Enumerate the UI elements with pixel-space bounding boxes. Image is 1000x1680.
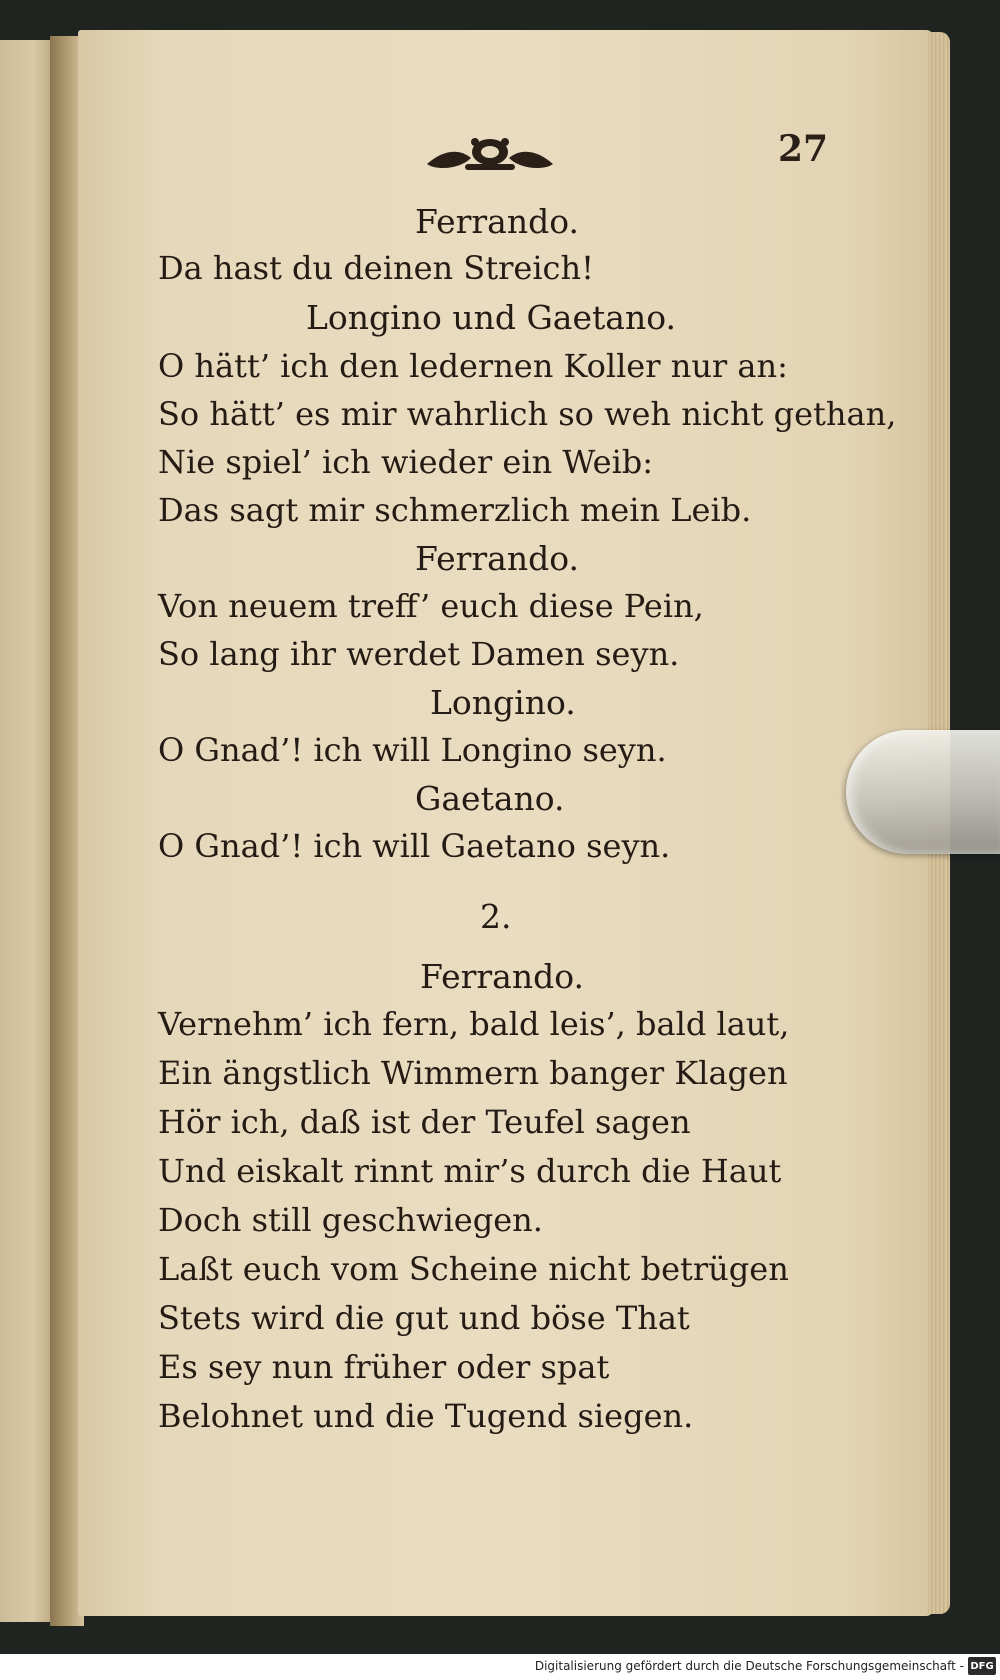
speaker-name: Longino und Gaetano. xyxy=(306,298,676,337)
verse-line: Das sagt mir schmerzlich mein Leib. xyxy=(158,491,752,529)
speaker-name: Ferrando. xyxy=(415,539,580,578)
dfg-logo: DFG xyxy=(968,1657,996,1675)
verse-line: Es sey nun früher oder spat xyxy=(158,1348,610,1386)
verse-line: Belohnet und die Tugend siegen. xyxy=(158,1397,694,1435)
speaker-name: Ferrando. xyxy=(420,957,585,996)
verse-line: Da hast du deinen Streich! xyxy=(158,249,594,287)
speaker-name: Longino. xyxy=(430,683,576,722)
verse-line: O Gnad’! ich will Gaetano seyn. xyxy=(158,827,671,865)
digitization-credit: Digitalisierung gefördert durch die Deutsche Forschungsgemeinschaft - xyxy=(534,1659,964,1673)
verse-line: Ein ängstlich Wimmern banger Klagen xyxy=(158,1054,788,1092)
verse-line: Vernehm’ ich fern, bald leis’, bald laut, xyxy=(158,1005,790,1043)
section-number: 2. xyxy=(480,897,512,936)
verse-line: Stets wird die gut und böse That xyxy=(158,1299,690,1337)
verse-line: Nie spiel’ ich wieder ein Weib: xyxy=(158,443,654,481)
page-number: 27 xyxy=(778,128,829,170)
verse-line: O hätt’ ich den ledernen Koller nur an: xyxy=(158,347,788,385)
verse-line: So lang ihr werdet Damen seyn. xyxy=(158,635,680,673)
verse-line: So hätt’ es mir wahrlich so weh nicht gethan, xyxy=(158,395,897,433)
speaker-name: Ferrando. xyxy=(415,202,580,241)
footer-bar xyxy=(0,1654,1000,1680)
verse-line: O Gnad’! ich will Longino seyn. xyxy=(158,731,667,769)
verse-line: Hör ich, daß ist der Teufel sagen xyxy=(158,1103,691,1141)
verse-line: Doch still geschwiegen. xyxy=(158,1201,543,1239)
verse-line: Von neuem treff’ euch diese Pein, xyxy=(158,587,704,625)
verse-line: Laßt euch vom Scheine nicht betrügen xyxy=(158,1250,789,1288)
verse-line: Und eiskalt rinnt mir’s durch die Haut xyxy=(158,1152,782,1190)
speaker-name: Gaetano. xyxy=(415,779,565,818)
